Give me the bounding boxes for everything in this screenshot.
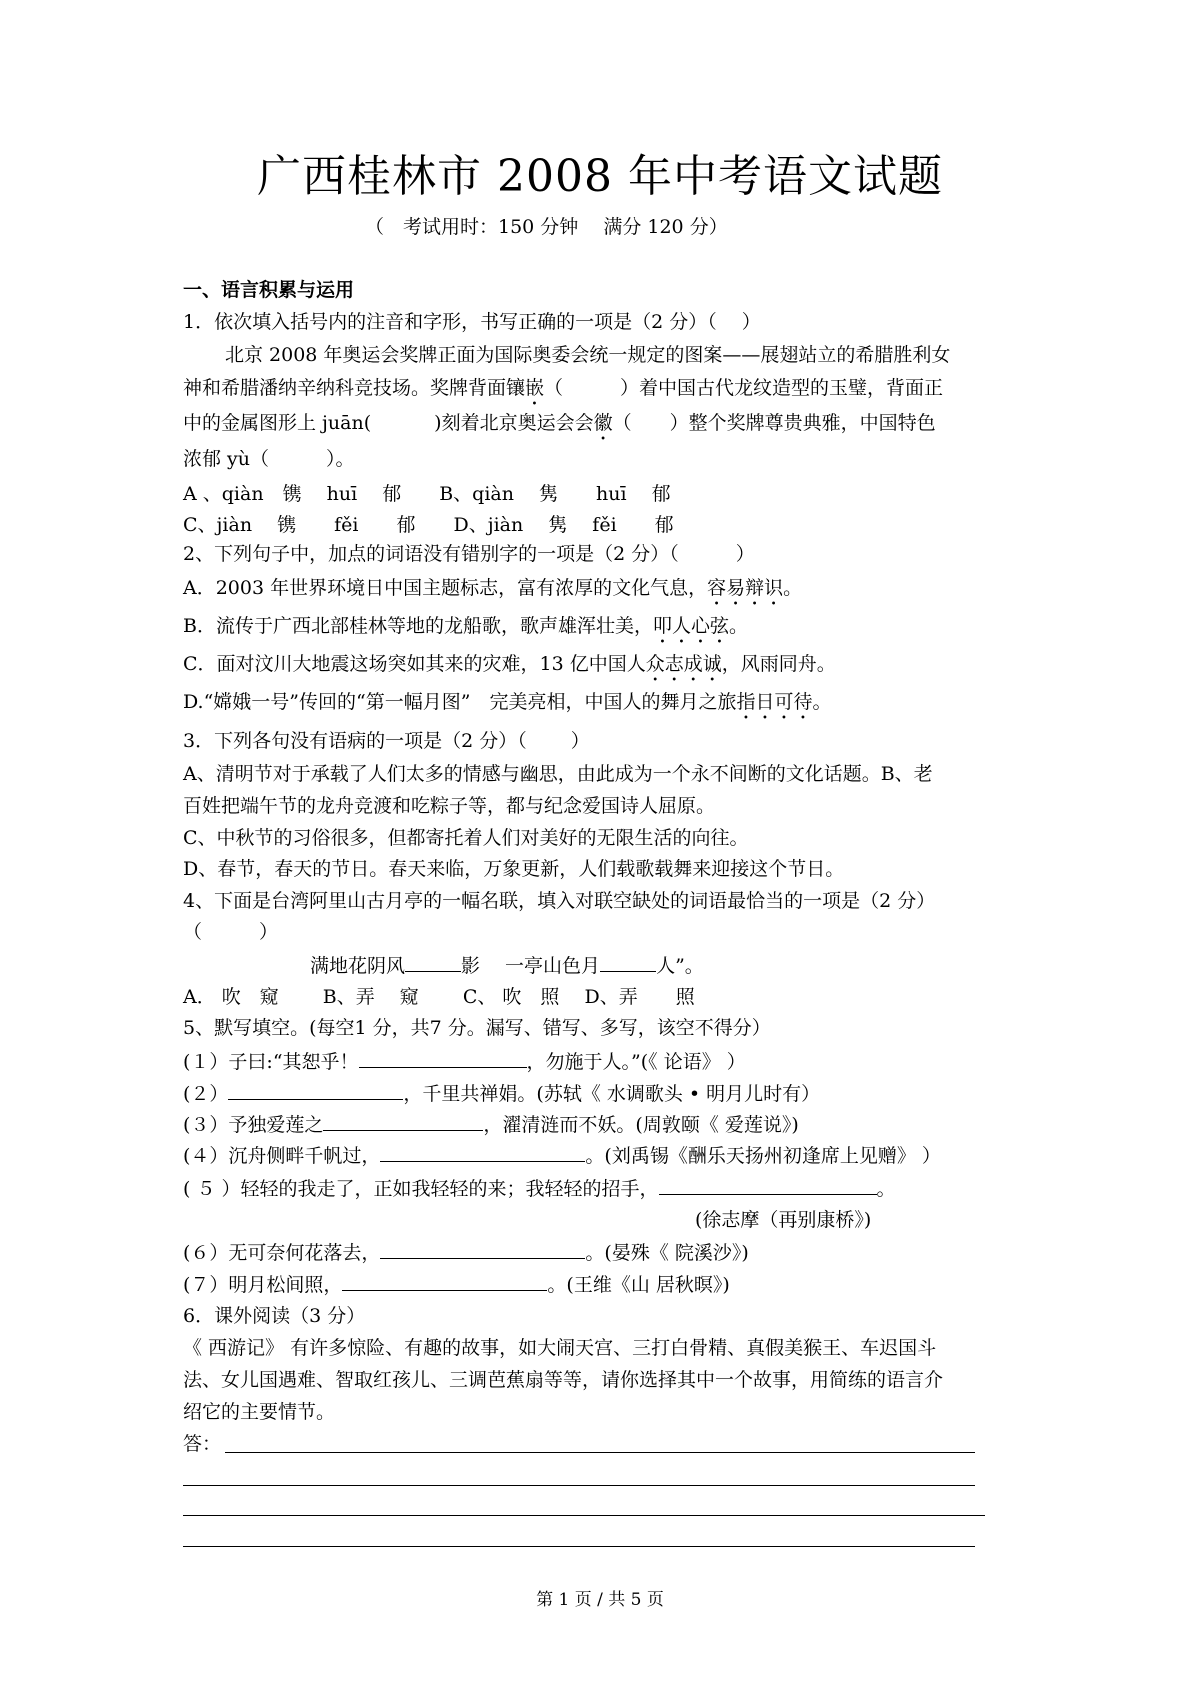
q4-options: A． 吹 窥 B、弄 窥 C、 吹 照 D、弄 照 [183,986,695,1008]
q5-item-2: (２） ，千里共禅娟。(苏轼《 水调歌头 • 明月儿时有） [183,1083,821,1105]
q5-item-7: (７）明月松间照， 。(王维《山 居秋暝》) [183,1274,730,1296]
q6-passage-line: 法、女儿国遇难、智取红孩儿、三调芭蕉扇等等，请你选择其中一个故事，用简练的语言介 [183,1369,944,1391]
q2-option-d: D.“嫦娥一号”传回的“第一幅月图” 完美亮相，中国人的舞月之旅指日可待。 [183,691,832,713]
q5-blank-3[interactable] [323,1112,483,1131]
q1-passage-line: 北京 2008 年奥运会奖牌正面为国际奥委会统一规定的图案——展翅站立的希腊胜利女 [225,344,951,366]
q5-item-1: (１）子曰:“其恕乎！ ，勿施于人。”(《 论语》 ） [183,1051,746,1073]
q6-passage-line: 绍它的主要情节。 [183,1401,336,1423]
page-title: 广西桂林市 2008 年中考语文试题 [257,151,943,202]
q6-answer-label: 答： [183,1433,222,1455]
q3-stem: 3．下列各句没有语病的一项是（2 分）（ ） [183,730,590,752]
exam-info: （ 考试用时：150 分钟 满分 120 分） [365,216,728,238]
q6-passage-line: 《 西游记》 有许多惊险、有趣的故事，如大闹天宫、三打白骨精、真假美猴王、车迟国斗 [183,1337,937,1359]
q5-blank-7[interactable] [342,1272,547,1291]
q5-stem: 5、默写填空。(每空1 分，共7 分。漏写、错写、多写，该空不得分） [183,1017,771,1039]
q2-option-a: A．2003 年世界环境日中国主题标志，富有浓厚的文化气息，容易辩识。 [183,577,803,599]
q5-item-4: (４）沉舟侧畔千帆过， 。(刘禹锡《酬乐天扬州初逢席上见赠》 ） [183,1145,941,1167]
answer-line[interactable] [225,1452,975,1453]
q1-passage-line: 神和希腊潘纳辛纳科竞技场。奖牌背面镶嵌（ ）着中国古代龙纹造型的玉璧，背面正 [183,377,944,399]
q4-stem: 4、下面是台湾阿里山古月亭的一幅名联，填入对联空缺处的词语最恰当的一项是（2 分） [183,890,936,912]
answer-line[interactable] [183,1515,985,1516]
q1-passage-line: 中的金属图形上 juān( )刻着北京奥运会会徽（ ）整个奖牌尊贵典雅，中国特色 [183,412,936,434]
q5-item-3: (３）予独爱莲之 ，濯清涟而不妖。(周敦颐《 爱莲说》) [183,1114,799,1136]
q5-blank-5[interactable] [659,1176,877,1195]
answer-line[interactable] [183,1546,975,1547]
q3-option-a: A、清明节对于承载了人们太多的情感与幽思，由此成为一个永不间断的文化话题。B、老 [183,763,933,785]
q1-stem: 1．依次填入括号内的注音和字形，书写正确的一项是（2 分）（ ） [183,311,761,333]
q4-couplet: 满地花阴风 影 一亭山色月 人”。 [310,955,704,977]
q5-item-5-source: (徐志摩（再别康桥》) [695,1209,872,1231]
q2-stem: 2、下列句子中，加点的词语没有错别字的一项是（2 分）（ ） [183,543,755,565]
q3-option-d: D、春节，春天的节日。春天来临，万象更新，人们载歌载舞来迎接这个节日。 [183,858,845,880]
q5-blank-6[interactable] [380,1240,585,1259]
q3-option-c: C、中秋节的习俗很多，但都寄托着人们对美好的无限生活的向往。 [183,827,749,849]
answer-line[interactable] [183,1485,975,1486]
q5-blank-4[interactable] [380,1143,585,1162]
page-footer: 第 1 页 / 共 5 页 [536,1590,664,1610]
q5-item-6: (６）无可奈何花落去， 。(晏殊《 院溪沙》) [183,1242,749,1264]
q5-blank-2[interactable] [228,1081,403,1100]
q2-option-b: B．流传于广西北部桂林等地的龙船歌，歌声雄浑壮美，叩人心弦。 [183,615,748,637]
section-heading: 一、语言积累与运用 [183,279,355,301]
q1-options: A 、qiàn 镌 huī 郁 B、qiàn 隽 huī 郁 [183,483,671,505]
q3-option-a-cont: 百姓把端午节的龙舟竞渡和吃粽子等，都与纪念爱国诗人屈原。 [183,795,716,817]
q2-option-c: C．面对汶川大地震这场突如其来的灾难，13 亿中国人众志成诚，风雨同舟。 [183,653,836,675]
q5-blank-1[interactable] [359,1049,527,1068]
q1-options: C、jiàn 镌 fěi 郁 D、jiàn 隽 fěi 郁 [183,514,674,536]
q6-stem: 6．课外阅读（3 分） [183,1305,366,1327]
q4-answer-paren: （ ） [183,921,279,943]
q5-item-5: ( ５ ）轻轻的我走了，正如我轻轻的来；我轻轻的招手， 。 [183,1178,896,1200]
q1-passage-line: 浓郁 yù（ ）。 [183,448,355,470]
